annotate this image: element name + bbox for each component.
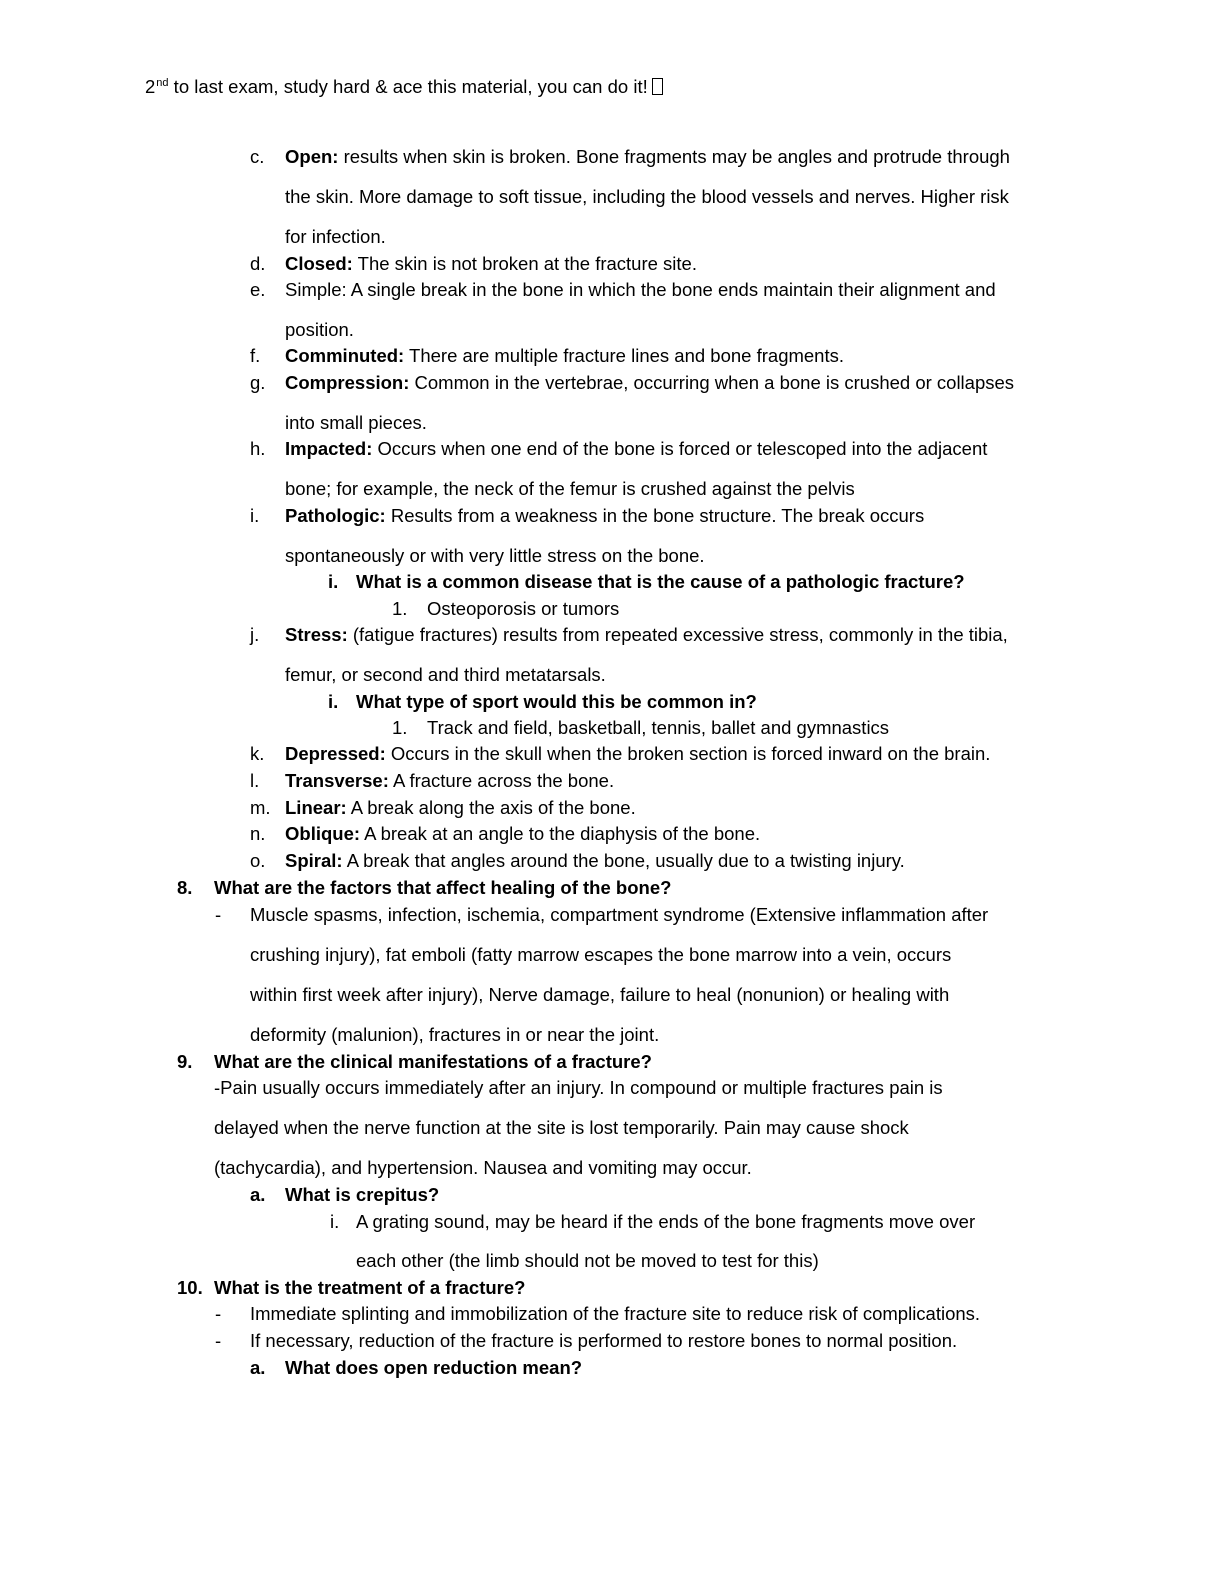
question-number: 8.: [177, 877, 193, 898]
list-item-closed: Closed: The skin is not broken at the fracture site.: [285, 253, 697, 274]
question-number: 10.: [177, 1277, 203, 1298]
list-marker: g.: [250, 372, 266, 393]
list-item-oblique: Oblique: A break at an angle to the diaphysis of the bone.: [285, 823, 761, 844]
sub-answer: each other (the limb should not be moved to test for this): [356, 1250, 819, 1271]
list-marker: i.: [328, 571, 339, 592]
missing-glyph-icon: [652, 78, 663, 95]
list-item-compression: Compression: Common in the vertebrae, occurring when a bone is crushed or collapses: [285, 372, 1015, 393]
answer-text: crushing injury), fat emboli (fatty marrow escapes the bone marrow into a vein, occurs: [250, 944, 952, 965]
page-header: 2nd to last exam, study hard & ace this material, you can do it!: [145, 76, 663, 98]
sub-answer: Osteoporosis or tumors: [427, 598, 620, 619]
list-item-depressed: Depressed: Occurs in the skull when the broken section is forced inward on the brain.: [285, 743, 991, 764]
sub-answer: A grating sound, may be heard if the ends of the bone fragments move over: [356, 1211, 976, 1232]
answer-text: Immediate splinting and immobilization of the fracture site to reduce risk of complications.: [250, 1303, 981, 1324]
list-marker: j.: [250, 624, 260, 645]
list-marker: m.: [250, 797, 271, 818]
answer-text: If necessary, reduction of the fracture is performed to restore bones to normal position.: [250, 1330, 958, 1351]
sub-question: What is a common disease that is the cause of a pathologic fracture?: [356, 571, 965, 592]
list-item-spiral: Spiral: A break that angles around the bone, usually due to a twisting injury.: [285, 850, 905, 871]
sub-question: What does open reduction mean?: [285, 1357, 583, 1378]
list-item-simple: Simple: A single break in the bone in which the bone ends maintain their alignment and: [285, 279, 996, 300]
list-item-text: bone; for example, the neck of the femur is crushed against the pelvis: [285, 478, 855, 499]
list-item-comminuted: Comminuted: There are multiple fracture lines and bone fragments.: [285, 345, 845, 366]
list-marker: 1.: [392, 598, 408, 619]
list-marker: l.: [250, 770, 260, 791]
list-item-stress: Stress: (fatigue fractures) results from repeated excessive stress, commonly in the tibia,: [285, 624, 1008, 645]
answer-text: deformity (malunion), fractures in or near the joint.: [250, 1024, 660, 1045]
sub-answer: Track and field, basketball, tennis, ballet and gymnastics: [427, 717, 890, 738]
list-marker: d.: [250, 253, 266, 274]
list-marker: i.: [250, 505, 260, 526]
list-item-text: position.: [285, 319, 354, 340]
answer-text: (tachycardia), and hypertension. Nausea and vomiting may occur.: [214, 1157, 752, 1178]
sub-question: What type of sport would this be common in?: [356, 691, 757, 712]
bullet-dash: -: [215, 904, 222, 925]
list-item-text: into small pieces.: [285, 412, 427, 433]
list-marker: o.: [250, 850, 266, 871]
list-item-impacted: Impacted: Occurs when one end of the bone is forced or telescoped into the adjacent: [285, 438, 988, 459]
list-item-text: for infection.: [285, 226, 386, 247]
list-marker: a.: [250, 1357, 266, 1378]
sub-question: What is crepitus?: [285, 1184, 440, 1205]
list-item-text: femur, or second and third metatarsals.: [285, 664, 606, 685]
list-marker: i.: [328, 691, 339, 712]
answer-text: within first week after injury), Nerve damage, failure to heal (nonunion) or healing with: [250, 984, 950, 1005]
list-item-text: the skin. More damage to soft tissue, including the blood vessels and nerves. Higher risk: [285, 186, 1009, 207]
list-marker: a.: [250, 1184, 266, 1205]
list-marker: 1.: [392, 717, 408, 738]
list-item-text: spontaneously or with very little stress on the bone.: [285, 545, 705, 566]
list-marker: f.: [250, 345, 261, 366]
bullet-dash: -: [215, 1303, 222, 1324]
answer-text: -Pain usually occurs immediately after an injury. In compound or multiple fractures pain is: [214, 1077, 943, 1098]
answer-text: delayed when the nerve function at the site is lost temporarily. Pain may cause shock: [214, 1117, 909, 1138]
question-8: What are the factors that affect healing of the bone?: [214, 877, 672, 898]
list-marker: n.: [250, 823, 266, 844]
answer-text: Muscle spasms, infection, ischemia, compartment syndrome (Extensive inflammation after: [250, 904, 989, 925]
list-item-pathologic: Pathologic: Results from a weakness in the bone structure. The break occurs: [285, 505, 925, 526]
list-item-linear: Linear: A break along the axis of the bone.: [285, 797, 636, 818]
question-number: 9.: [177, 1051, 193, 1072]
header-superscript: nd: [156, 77, 169, 89]
list-item-transverse: Transverse: A fracture across the bone.: [285, 770, 615, 791]
bullet-dash: -: [215, 1330, 222, 1351]
list-marker: h.: [250, 438, 266, 459]
list-marker: c.: [250, 146, 265, 167]
question-10: What is the treatment of a fracture?: [214, 1277, 526, 1298]
question-9: What are the clinical manifestations of a fracture?: [214, 1051, 652, 1072]
list-marker: i.: [330, 1211, 340, 1232]
list-marker: e.: [250, 279, 266, 300]
list-marker: k.: [250, 743, 265, 764]
list-item-open: Open: results when skin is broken. Bone fragments may be angles and protrude through: [285, 146, 1010, 167]
